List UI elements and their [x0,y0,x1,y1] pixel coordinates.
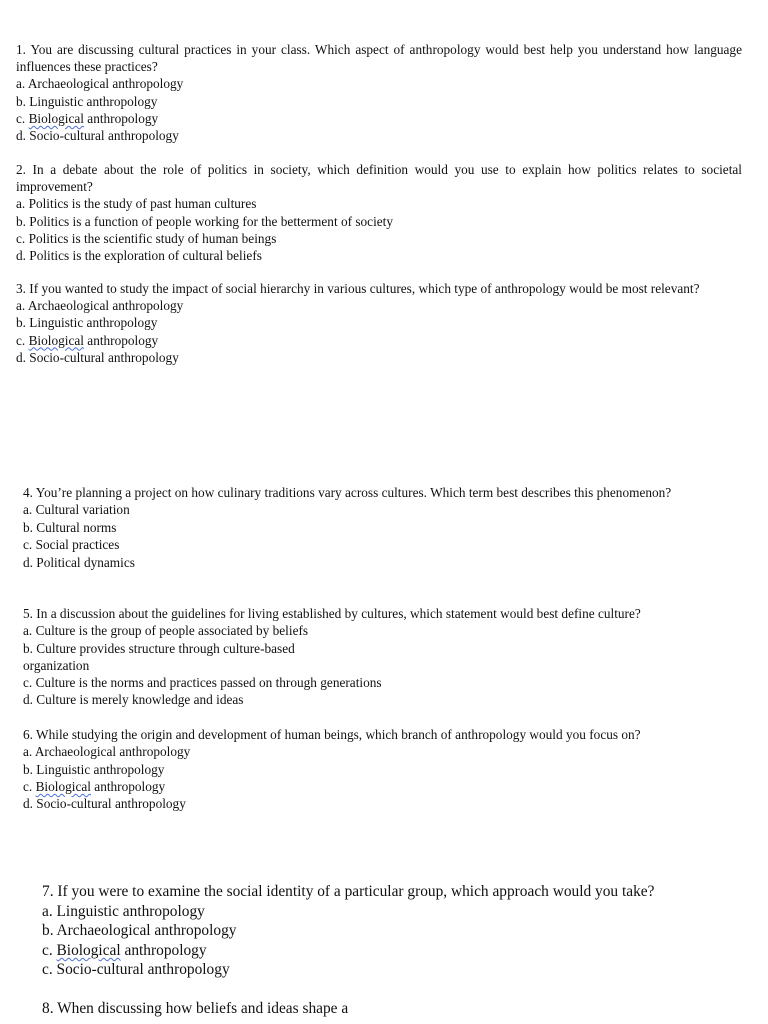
option-text: Culture is merely knowledge and ideas [36,692,244,708]
option-prefix: a. [16,196,29,212]
option-prefix: c. [23,537,36,553]
option-text: Social practices [35,537,120,553]
option-text: Linguistic anthropology [56,902,205,920]
option-text: Linguistic anthropology [29,315,158,331]
question-7-option-b [42,921,742,941]
option-prefix: c. [23,778,36,794]
option-text: organization [23,657,90,673]
question-2 [16,161,742,264]
option-prefix: c. [42,961,57,979]
question-1-option-c [16,110,742,127]
option-text: Politics is the scientific study of human beings [28,230,277,246]
spellcheck-word[interactable]: Biological [56,941,121,959]
question-1-stem: 1. You are discussing cultural practices in your class. Which aspect of anthropology would best help you understand how language influences these practices? [16,42,742,75]
question-3-stem: 3. If you wanted to study the impact of social hierarchy in various cultures, which type of anthropology would be most relevant? [16,281,700,296]
option-prefix: a. [23,502,36,518]
question-8 [42,999,742,1019]
question-5-option-b [23,640,734,657]
option-prefix: d. [16,248,30,264]
question-3 [16,280,742,366]
question-2-option-b [16,213,742,230]
option-prefix: c. [16,110,29,126]
question-5-option-a [23,622,734,639]
question-8-stem: 8. When discussing how beliefs and ideas shape a [42,1000,349,1017]
question-4-option-b [23,519,734,536]
option-text: Cultural variation [35,502,130,518]
question-7-option-d [42,960,742,980]
option-prefix: d. [16,128,30,144]
question-5 [23,605,734,709]
question-3-option-c [16,332,742,349]
option-prefix: c. [42,941,57,959]
question-3-option-a [16,297,742,314]
option-prefix: a. [16,76,28,92]
option-text: Archaeological anthropology [27,298,184,314]
option-text: Culture provides structure through culture-based [36,640,295,656]
option-text: Archaeological anthropology [34,744,191,760]
option-text: Politics is the exploration of cultural beliefs [29,248,262,264]
option-text: Socio-cultural anthropology [56,961,230,979]
option-prefix: a. [23,623,36,639]
question-1-option-a [16,75,742,92]
question-6-option-b [23,761,734,778]
question-4-option-d [23,554,734,571]
option-text: Linguistic anthropology [29,93,158,109]
option-text: Politics is the study of past human cultures [28,196,257,212]
option-prefix: c. [16,332,29,348]
question-1 [16,41,742,144]
option-text: Archaeological anthropology [56,922,237,940]
question-3-option-b [16,314,742,331]
option-prefix: a. [23,744,35,760]
question-5-stem: 5. In a discussion about the guidelines for living established by cultures, which statement would best define culture? [23,606,641,621]
option-prefix: b. [16,93,30,109]
question-7-stem: 7. If you were to examine the social identity of a particular group, which approach would you take? [42,883,655,900]
option-text: Socio-cultural anthropology [29,349,179,365]
option-prefix: a. [16,298,28,314]
option-prefix: b. [23,761,37,777]
option-text: Politics is a function of people working for the betterment of society [29,213,394,229]
option-prefix: d. [23,692,37,708]
option-text: Socio-cultural anthropology [36,796,186,812]
question-7-option-a [42,902,742,922]
option-text: Political dynamics [36,554,135,570]
question-6-option-d [23,795,734,812]
question-1-option-b [16,93,742,110]
question-7 [42,882,742,980]
option-text: Culture is the norms and practices passed on through generations [35,675,382,691]
option-prefix: b. [23,640,37,656]
option-prefix: d. [23,796,37,812]
question-6-option-a [23,743,734,760]
question-5-option-c [23,674,734,691]
question-4-option-a [23,501,734,518]
question-2-option-d [16,247,742,264]
option-prefix: b. [16,213,30,229]
question-4 [23,484,734,571]
option-text: Archaeological anthropology [27,76,184,92]
spellcheck-word[interactable]: Biological [28,332,84,348]
question-2-stem: 2. In a debate about the role of politics in society, which definition would you use to explain how politics relates to societal improvement? [16,162,742,195]
question-6 [23,726,734,812]
question-7-option-c [42,941,742,961]
option-text: anthropology [90,778,166,794]
question-4-option-c [23,536,734,553]
option-prefix: c. [16,230,29,246]
option-prefix: b. [23,519,37,535]
question-5-option-d [23,691,734,708]
option-text: Culture is the group of people associated by beliefs [35,623,309,639]
option-text: Cultural norms [36,519,117,535]
question-3-option-d [16,349,742,366]
option-prefix: c. [23,675,36,691]
question-6-option-c [23,778,734,795]
option-prefix: b. [42,922,57,940]
question-2-option-c [16,230,742,247]
question-5-option-b-continued [23,657,734,674]
spellcheck-word[interactable]: Biological [28,110,84,126]
option-prefix: d. [16,349,30,365]
option-prefix: b. [16,315,30,331]
option-text: Socio-cultural anthropology [29,128,179,144]
option-text: anthropology [120,941,207,959]
question-1-option-d [16,127,742,144]
option-text: Linguistic anthropology [36,761,165,777]
option-prefix: d. [23,554,37,570]
option-prefix: a. [42,902,57,920]
question-4-stem: 4. You’re planning a project on how culinary traditions vary across cultures. Which term best describes this phenomenon? [23,485,672,500]
question-6-stem: 6. While studying the origin and development of human beings, which branch of anthropology would you focus on? [23,727,641,742]
option-text: anthropology [83,332,159,348]
option-text: anthropology [83,110,159,126]
spellcheck-word[interactable]: Biological [35,778,91,794]
question-2-option-a [16,195,742,212]
